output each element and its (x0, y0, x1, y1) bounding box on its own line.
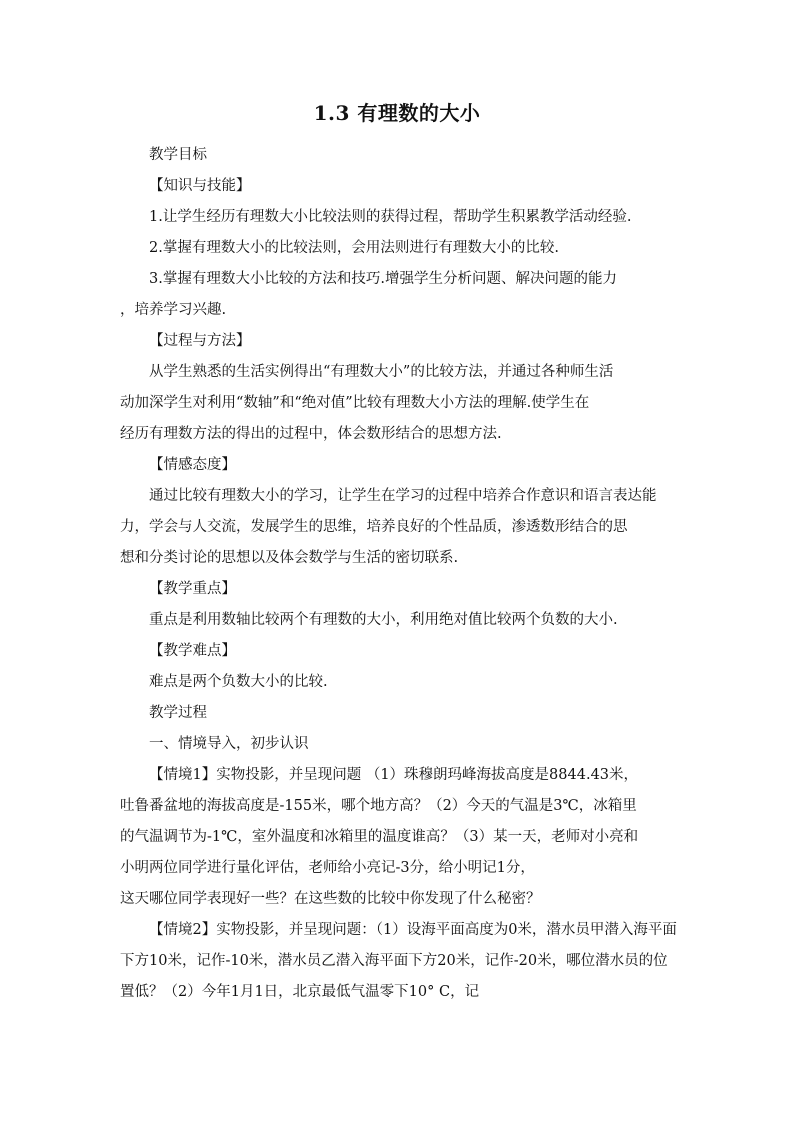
section-heading-intro: 一、情境导入，初步认识 (149, 736, 309, 752)
section-heading-key-points: 【教学重点】 (149, 581, 236, 597)
paragraph-knowledge-3 (120, 264, 680, 326)
paragraph-line: 想和分类讨论的思想以及体会数学与生活的密切联系. (120, 550, 459, 566)
section-heading-process: 【过程与方法】 (149, 333, 251, 349)
paragraph-scenario-2 (120, 915, 680, 1008)
paragraph-key-points: 重点是利用数轴比较两个有理数的大小，利用绝对值比较两个负数的大小. (149, 612, 618, 628)
paragraph-line: 从学生熟悉的生活实例得出“有理数大小”的比较方法，并通过各种师生活 (149, 364, 614, 380)
paragraph-knowledge-1: 1.让学生经历有理数大小比较法则的获得过程，帮助学生积累教学活动经验. (149, 209, 632, 225)
page-title: 1.3 有理数的大小 (313, 101, 481, 125)
paragraph-scenario-1 (120, 760, 680, 915)
paragraph-line: 小明两位同学进行量化评估，老师给小亮记-3分，给小明记1分， (120, 860, 535, 876)
paragraph-line: ，培养学习兴趣. (120, 302, 227, 318)
paragraph-line: 通过比较有理数大小的学习，让学生在学习的过程中培养合作意识和语言表达能 (149, 488, 657, 504)
paragraph-line: 这天哪位同学表现好一些？在这些数的比较中你发现了什么秘密？ (120, 891, 541, 907)
paragraph-difficulties: 难点是两个负数大小的比较. (149, 674, 328, 690)
paragraph-line: 吐鲁番盆地的海拔高度是-155米，哪个地方高？（2）今天的气温是3℃，冰箱里 (120, 798, 637, 814)
paragraph-line: 的气温调节为-1℃，室外温度和冰箱里的温度谁高？（3）某一天，老师对小亮和 (120, 829, 639, 845)
paragraph-line: 经历有理数方法的得出的过程中，体会数形结合的思想方法. (120, 426, 502, 442)
paragraph-line: 【情境2】实物投影，并呈现问题：（1）设海平面高度为0米，潜水员甲潜入海平面 (149, 922, 677, 938)
paragraph-line: 下方10米，记作-10米，潜水员乙潜入海平面下方20米，记作-20米，哪位潜水员的位 (120, 953, 668, 969)
paragraph-line: 力，学会与人交流，发展学生的思维，培养良好的个性品质，渗透数形结合的思 (120, 519, 628, 535)
section-heading-objectives: 教学目标 (149, 147, 207, 163)
paragraph-line: 动加深学生对利用“数轴”和“绝对值”比较有理数大小方法的理解.使学生在 (120, 395, 590, 411)
paragraph-knowledge-2: 2.掌握有理数大小的比较法则，会用法则进行有理数大小的比较. (149, 240, 559, 256)
paragraph-line: 置低？（2）今年1月1日，北京最低气温零下10° C，记 (120, 984, 480, 1000)
section-heading-knowledge: 【知识与技能】 (149, 178, 251, 194)
paragraph-attitude (120, 481, 680, 574)
section-heading-attitude: 【情感态度】 (149, 457, 236, 473)
paragraph-line: 3.掌握有理数大小比较的方法和技巧.增强学生分析问题、解决问题的能力 (149, 271, 617, 287)
paragraph-line: 【情境1】实物投影，并呈现问题 （1）珠穆朗玛峰海拔高度是8844.43米， (149, 767, 639, 783)
paragraph-process (120, 357, 680, 450)
section-heading-difficulties: 【教学难点】 (149, 643, 236, 659)
section-heading-process-steps: 教学过程 (149, 705, 207, 721)
document-body (120, 140, 680, 1008)
